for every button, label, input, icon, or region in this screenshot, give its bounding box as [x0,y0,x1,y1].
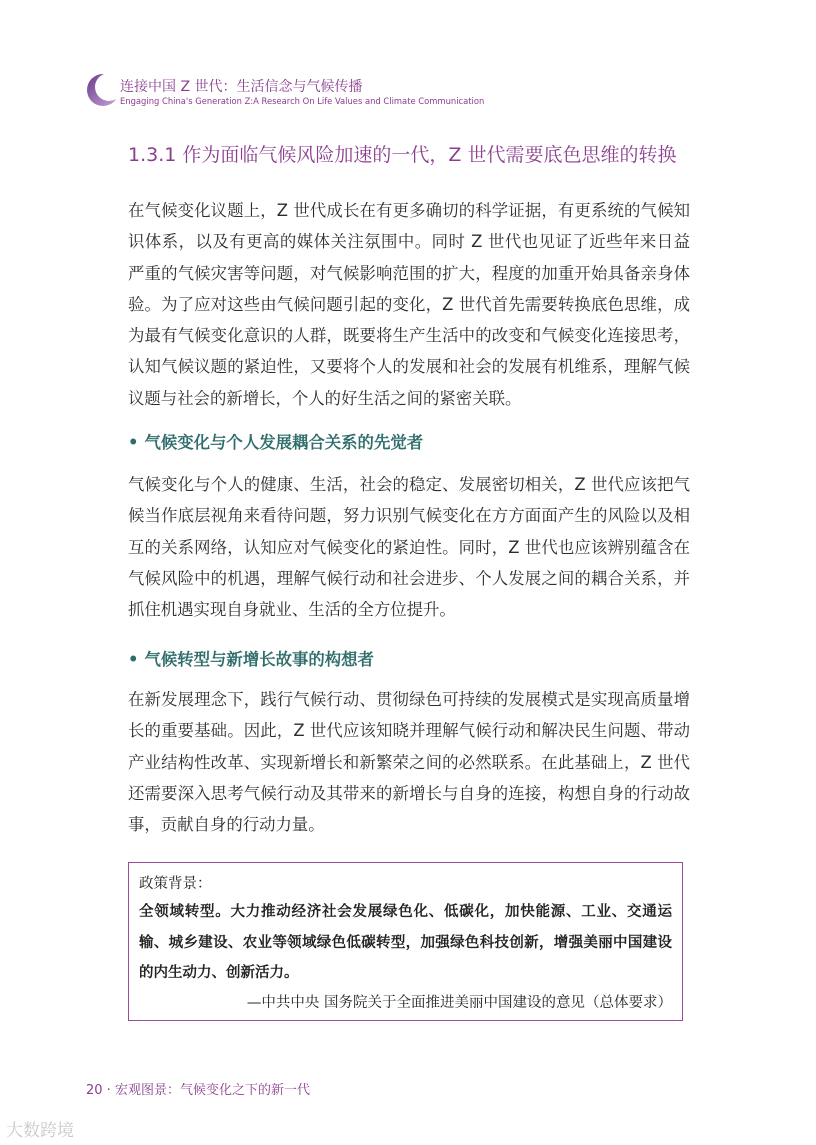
bullet-dot: • [128,650,139,669]
page-header [86,72,786,112]
header-title-en: Engaging China's Generation Z:A Research On Life Values and Climate Communication [120,96,485,106]
paragraph-pioneer: 气候变化与个人的健康、生活，社会的稳定、发展密切相关，Z 世代应该把气候当作底层视角来看待问题，努力识别气候变化在方方面面产生的风险以及相互的关系网络，认知应对气候变化的紧迫性。同时，Z 世代也应该辨别蕴含在气候风险中的机遇，理解气候行动和社会进步、个人发展之间的耦合关系，并抓住机遇实现自身就业、生活的全方位提升。 [128,475,690,620]
subheading-architect-text: 气候转型与新增长故事的构想者 [144,650,374,669]
page-footer: 20 · 宏观图景：气候变化之下的新一代 [86,1083,310,1098]
policy-background-box [128,862,683,1021]
subheading-pioneer [128,429,423,453]
subheading-pioneer-text: 气候变化与个人发展耦合关系的先觉者 [144,433,424,452]
bullet-dot: • [128,433,139,452]
policy-label: 政策背景： [139,876,212,892]
paragraph-intro: 在气候变化议题上，Z 世代成长在有更多确切的科学证据，有更系统的气候知识体系，以及有更高的媒体关注氛围中。同时 Z 世代也见证了近些年来日益严重的气候灾害等问题，对气候影响范围的扩大，程度的加重开始具备亲身体验。为了应对这些由气候问题引起的变化，Z 世代首先需要转换底色思维，成为最有气候变化意识的人群，既要将生产生活中的改变和气候变化连接思考，认知气候议题的紧迫性，又要将个人的发展和社会的发展有机维系，理解气候议题与社会的新增长，个人的好生活之间的紧密关联。 [128,201,690,408]
policy-source: —中共中央 国务院关于全面推进美丽中国建设的意见（总体要求） [246,994,672,1011]
crescent-logo-icon [86,72,116,108]
section-title: 1.3.1 作为面临气候风险加速的一代，Z 世代需要底色思维的转换 [128,144,677,166]
header-title-cn: 连接中国 Z 世代：生活信念与气候传播 [120,79,363,95]
policy-text: 全领域转型。大力推动经济社会发展绿色化、低碳化，加快能源、工业、交通运输、城乡建设、农业等领域绿色低碳转型，加强绿色科技创新，增强美丽中国建设的内生动力、创新活力。 [139,903,672,981]
subheading-architect [128,646,374,670]
paragraph-architect: 在新发展理念下，践行气候行动、贯彻绿色可持续的发展模式是实现高质量增长的重要基础。因此，Z 世代应该知晓并理解气候行动和解决民生问题、带动产业结构性改革、实现新增长和新繁荣之间的必然联系。在此基础上，Z 世代还需要深入思考气候行动及其带来的新增长与自身的连接，构想自身的行动故事，贡献自身的行动力量。 [128,690,690,835]
watermark: 大数跨境 [6,1121,74,1141]
